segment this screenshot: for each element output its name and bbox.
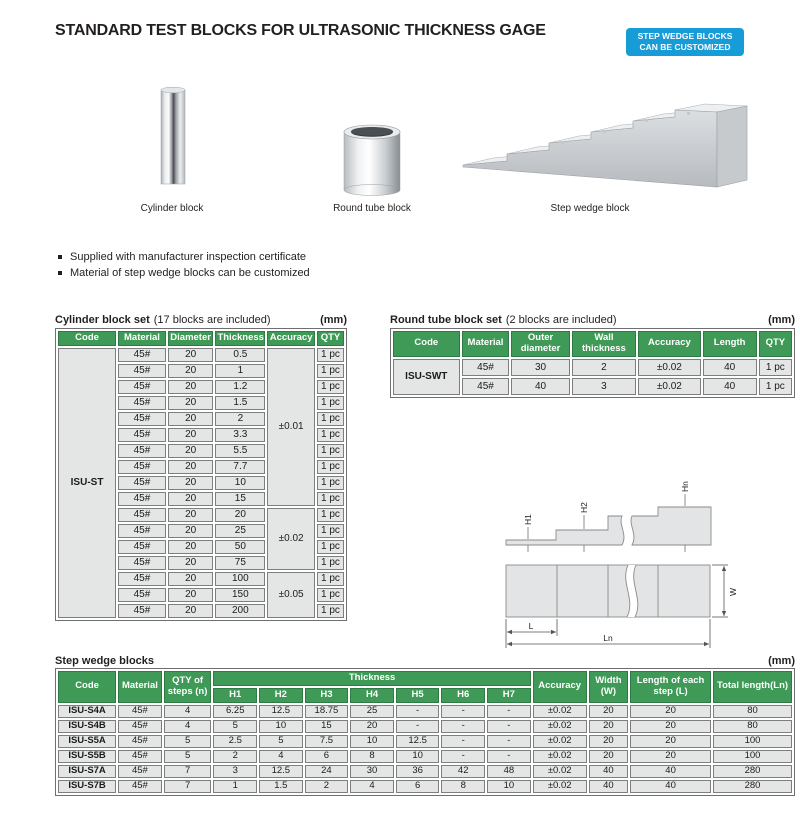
table-cell: ±0.02 (638, 378, 700, 395)
table-cell: 45# (462, 378, 510, 395)
column-header: Code (393, 331, 460, 357)
table-cell: 45# (118, 444, 166, 458)
table-cell: 20 (168, 412, 214, 426)
table-cell: ISU-S7B (58, 780, 116, 793)
table-cell: 15 (215, 492, 265, 506)
table-cell: 3.3 (215, 428, 265, 442)
table-cell: 20 (168, 396, 214, 410)
section-subtitle-text: (2 blocks are included) (505, 314, 617, 326)
table-cell: 45# (118, 705, 162, 718)
table-cell: ISU-ST (58, 348, 116, 618)
table-cell: 7 (164, 780, 212, 793)
table-row (58, 348, 344, 362)
table-cell: - (396, 705, 440, 718)
table-cell: 45# (462, 359, 510, 376)
dim-label-ln: Ln (603, 633, 613, 643)
unit-label: (mm) (768, 655, 795, 667)
table-cell: ±0.02 (533, 735, 587, 748)
table-cell: 40 (589, 780, 628, 793)
badge-line-1: STEP WEDGE BLOCKS (637, 30, 733, 41)
table-cell: 45# (118, 492, 166, 506)
table-cell: 12.5 (259, 705, 303, 718)
table-cell: 2.5 (213, 735, 257, 748)
cylinder-table-title (55, 314, 347, 326)
table-cell: 45# (118, 765, 162, 778)
table-cell: 2 (305, 780, 349, 793)
table-cell: 1 pc (317, 396, 344, 410)
table-row (58, 705, 792, 718)
cylinder-block-set-table (55, 328, 347, 621)
table-cell: 7 (164, 765, 212, 778)
table-cell: 1 pc (317, 364, 344, 378)
table-cell: 20 (589, 750, 628, 763)
column-header: Diameter (168, 331, 214, 346)
table-cell: 20 (168, 508, 214, 522)
table-cell: 45# (118, 348, 166, 362)
table-cell: 2 (215, 412, 265, 426)
column-header: H2 (259, 688, 303, 703)
table-cell: ISU-SWT (393, 359, 460, 395)
column-header: Outer diameter (511, 331, 569, 357)
column-header: Total length(Ln) (713, 671, 792, 703)
table-cell: ±0.02 (267, 508, 315, 570)
column-header: H6 (441, 688, 485, 703)
table-cell: 24 (305, 765, 349, 778)
table-cell: ISU-S5B (58, 750, 116, 763)
step-wedge-dimension-diagram (493, 478, 798, 653)
table-cell: 5 (213, 720, 257, 733)
table-cell: 45# (118, 380, 166, 394)
table-cell: 1 (213, 780, 257, 793)
customization-badge (626, 28, 744, 56)
table-cell: 1 pc (317, 604, 344, 618)
feature-bullets (58, 251, 310, 283)
table-cell: 45# (118, 735, 162, 748)
table-cell: 100 (215, 572, 265, 586)
round-tube-block-image (330, 120, 414, 202)
table-cell: 1 pc (317, 588, 344, 602)
table-row (58, 750, 792, 763)
table-cell: 1 pc (317, 444, 344, 458)
table-cell: 45# (118, 720, 162, 733)
table-cell: 7.7 (215, 460, 265, 474)
table-cell: 36 (396, 765, 440, 778)
table-cell: 2 (572, 359, 637, 376)
table-cell: 5 (259, 735, 303, 748)
table-cell: 100 (713, 735, 792, 748)
table-cell: ISU-S5A (58, 735, 116, 748)
page-title: STANDARD TEST BLOCKS FOR ULTRASONIC THICKNESS GAGE (55, 22, 546, 39)
table-cell: 45# (118, 750, 162, 763)
table-cell: ±0.02 (533, 720, 587, 733)
round-tube-table-title (390, 314, 795, 326)
column-header: Accuracy (533, 671, 587, 703)
table-cell: 45# (118, 524, 166, 538)
table-cell: - (441, 750, 485, 763)
table-cell: 1 pc (317, 572, 344, 586)
table-cell: 80 (713, 705, 792, 718)
column-header: Accuracy (638, 331, 700, 357)
table-cell: 45# (118, 556, 166, 570)
table-cell: 45# (118, 364, 166, 378)
table-cell: 20 (630, 735, 711, 748)
table-cell: 1 pc (317, 348, 344, 362)
table-cell: 75 (215, 556, 265, 570)
table-cell: 20 (350, 720, 394, 733)
table-cell: 1.5 (259, 780, 303, 793)
table-cell: ISU-S4A (58, 705, 116, 718)
table-cell: 45# (118, 572, 166, 586)
table-cell: 5 (164, 735, 212, 748)
table-cell: 1 pc (317, 540, 344, 554)
table-cell: - (487, 705, 531, 718)
column-header: Length of each step (L) (630, 671, 711, 703)
table-cell: 10 (396, 750, 440, 763)
table-cell: ±0.02 (533, 750, 587, 763)
table-cell: 2 (213, 750, 257, 763)
bullet-item (58, 267, 310, 279)
section-title-text: Cylinder block set (55, 314, 150, 326)
table-cell: 20 (168, 588, 214, 602)
step-wedge-blocks-table (55, 668, 795, 796)
column-header: Material (462, 331, 510, 357)
table-cell: 8 (350, 750, 394, 763)
bullet-item (58, 251, 310, 263)
table-cell: - (396, 720, 440, 733)
table-cell: 20 (215, 508, 265, 522)
table-cell: 200 (215, 604, 265, 618)
table-row (58, 720, 792, 733)
column-header: QTY (317, 331, 344, 346)
table-cell: 40 (703, 359, 757, 376)
unit-label: (mm) (320, 314, 347, 326)
table-cell: 5.5 (215, 444, 265, 458)
cylinder-block-caption: Cylinder block (140, 203, 204, 214)
table-cell: - (487, 750, 531, 763)
table-cell: 1 pc (317, 428, 344, 442)
table-cell: 10 (350, 735, 394, 748)
column-header: Code (58, 671, 116, 703)
round-tube-block-caption: Round tube block (333, 203, 411, 214)
table-cell: 20 (168, 572, 214, 586)
table-cell: 1 pc (317, 476, 344, 490)
table-cell: 30 (511, 359, 569, 376)
table-cell: 20 (168, 524, 214, 538)
step-wedge-block-caption: Step wedge block (550, 203, 630, 214)
table-cell: 1 pc (317, 524, 344, 538)
section-title-text: Round tube block set (390, 314, 502, 326)
dim-label-l: L (528, 621, 534, 631)
column-header: Accuracy (267, 331, 315, 346)
table-cell: 40 (511, 378, 569, 395)
table-cell: 1 pc (317, 556, 344, 570)
table-cell: 45# (118, 604, 166, 618)
table-cell: 12.5 (259, 765, 303, 778)
table-cell: 1 (215, 364, 265, 378)
table-row (393, 331, 792, 357)
table-cell: 45# (118, 780, 162, 793)
table-cell: 20 (168, 348, 214, 362)
table-cell: 45# (118, 588, 166, 602)
column-header: Wall thickness (572, 331, 637, 357)
table-cell: 1 pc (317, 508, 344, 522)
table-cell: 20 (168, 428, 214, 442)
table-cell: 10 (215, 476, 265, 490)
table-cell: 6.25 (213, 705, 257, 718)
table-cell: 4 (259, 750, 303, 763)
table-cell: 1 pc (317, 492, 344, 506)
table-cell: ISU-S7A (58, 765, 116, 778)
table-cell: 1 pc (317, 380, 344, 394)
table-cell: 1 pc (317, 412, 344, 426)
table-cell: 20 (168, 540, 214, 554)
table-cell: 8 (441, 780, 485, 793)
table-cell: 6 (396, 780, 440, 793)
unit-label: (mm) (768, 314, 795, 326)
table-cell: ±0.05 (267, 572, 315, 618)
section-title-text: Step wedge blocks (55, 655, 155, 667)
table-cell: 40 (630, 780, 711, 793)
table-cell: 280 (713, 780, 792, 793)
table-cell: - (487, 720, 531, 733)
table-cell: 12.5 (396, 735, 440, 748)
table-cell: 20 (168, 364, 214, 378)
column-header: QTY (759, 331, 792, 357)
table-cell: 1 pc (317, 460, 344, 474)
column-header: Code (58, 331, 116, 346)
table-cell: 20 (630, 720, 711, 733)
table-cell: 25 (350, 705, 394, 718)
table-cell: 45# (118, 508, 166, 522)
table-cell: 20 (168, 444, 214, 458)
table-cell: 3 (572, 378, 637, 395)
table-cell: 1.5 (215, 396, 265, 410)
column-header: Length (703, 331, 757, 357)
table-cell: 48 (487, 765, 531, 778)
table-cell: ISU-S4B (58, 720, 116, 733)
table-cell: ±0.02 (533, 780, 587, 793)
table-cell: 20 (630, 705, 711, 718)
table-cell: - (441, 705, 485, 718)
column-header: H3 (305, 688, 349, 703)
table-cell: 20 (630, 750, 711, 763)
column-header: Thickness (215, 331, 265, 346)
table-cell: 45# (118, 476, 166, 490)
bullet-square-icon (58, 255, 62, 259)
table-cell: 6 (305, 750, 349, 763)
bullet-text: Material of step wedge blocks can be customized (70, 267, 310, 279)
table-cell: 10 (259, 720, 303, 733)
column-header: Thickness (213, 671, 530, 686)
section-subtitle-text: (17 blocks are included) (153, 314, 271, 326)
step-wedge-table-title (55, 655, 795, 667)
table-cell: 45# (118, 396, 166, 410)
column-header: Width (W) (589, 671, 628, 703)
bullet-square-icon (58, 271, 62, 275)
table-row (58, 780, 792, 793)
table-cell: 42 (441, 765, 485, 778)
column-header: H4 (350, 688, 394, 703)
table-cell: 20 (168, 556, 214, 570)
table-cell: 45# (118, 412, 166, 426)
table-cell: ±0.02 (533, 705, 587, 718)
table-cell: 15 (305, 720, 349, 733)
table-cell: 80 (713, 720, 792, 733)
table-cell: 40 (589, 765, 628, 778)
bullet-text: Supplied with manufacturer inspection certificate (70, 251, 307, 263)
column-header: Material (118, 671, 162, 703)
table-cell: ±0.02 (638, 359, 700, 376)
table-row (393, 359, 792, 376)
table-cell: 4 (164, 720, 212, 733)
table-cell: 0.5 (215, 348, 265, 362)
table-cell: 20 (589, 735, 628, 748)
table-cell: 150 (215, 588, 265, 602)
table-row (58, 671, 792, 686)
table-cell: 1.2 (215, 380, 265, 394)
table-cell: 20 (168, 604, 214, 618)
dim-label-h1: H1 (523, 514, 533, 525)
table-cell: 40 (703, 378, 757, 395)
table-cell: 40 (630, 765, 711, 778)
side-view-right-profile (631, 507, 711, 545)
cylinder-block-image (147, 84, 199, 190)
table-cell: 20 (168, 460, 214, 474)
step-wedge-block-image (455, 103, 775, 203)
column-header: H5 (396, 688, 440, 703)
table-cell: 20 (168, 476, 214, 490)
table-cell: - (487, 735, 531, 748)
table-row (58, 765, 792, 778)
table-cell: 20 (168, 492, 214, 506)
dim-label-hn: Hn (680, 481, 690, 492)
table-cell: ±0.02 (533, 765, 587, 778)
table-cell: 4 (164, 705, 212, 718)
table-cell: 4 (350, 780, 394, 793)
table-cell: 20 (589, 720, 628, 733)
column-header: H7 (487, 688, 531, 703)
round-tube-block-set-table (390, 328, 795, 398)
badge-line-2: CAN BE CUSTOMIZED (639, 42, 731, 52)
table-cell: ±0.01 (267, 348, 315, 506)
table-row (58, 331, 344, 346)
table-cell: 50 (215, 540, 265, 554)
table-row (58, 735, 792, 748)
table-cell: 30 (350, 765, 394, 778)
column-header: Material (118, 331, 166, 346)
table-cell: 1 pc (759, 359, 792, 376)
table-cell: 20 (589, 705, 628, 718)
table-cell: - (441, 720, 485, 733)
table-cell: 7.5 (305, 735, 349, 748)
table-cell: 45# (118, 428, 166, 442)
table-cell: 3 (213, 765, 257, 778)
table-cell: 25 (215, 524, 265, 538)
column-header: H1 (213, 688, 257, 703)
table-cell: 100 (713, 750, 792, 763)
dim-label-w: W (728, 587, 738, 596)
table-cell: 280 (713, 765, 792, 778)
table-cell: 45# (118, 460, 166, 474)
table-cell: 20 (168, 380, 214, 394)
table-cell: - (441, 735, 485, 748)
table-cell: 45# (118, 540, 166, 554)
table-cell: 1 pc (759, 378, 792, 395)
table-cell: 18.75 (305, 705, 349, 718)
table-cell: 5 (164, 750, 212, 763)
table-cell: 10 (487, 780, 531, 793)
column-header: QTY of steps (n) (164, 671, 212, 703)
dim-label-h2: H2 (579, 502, 589, 513)
